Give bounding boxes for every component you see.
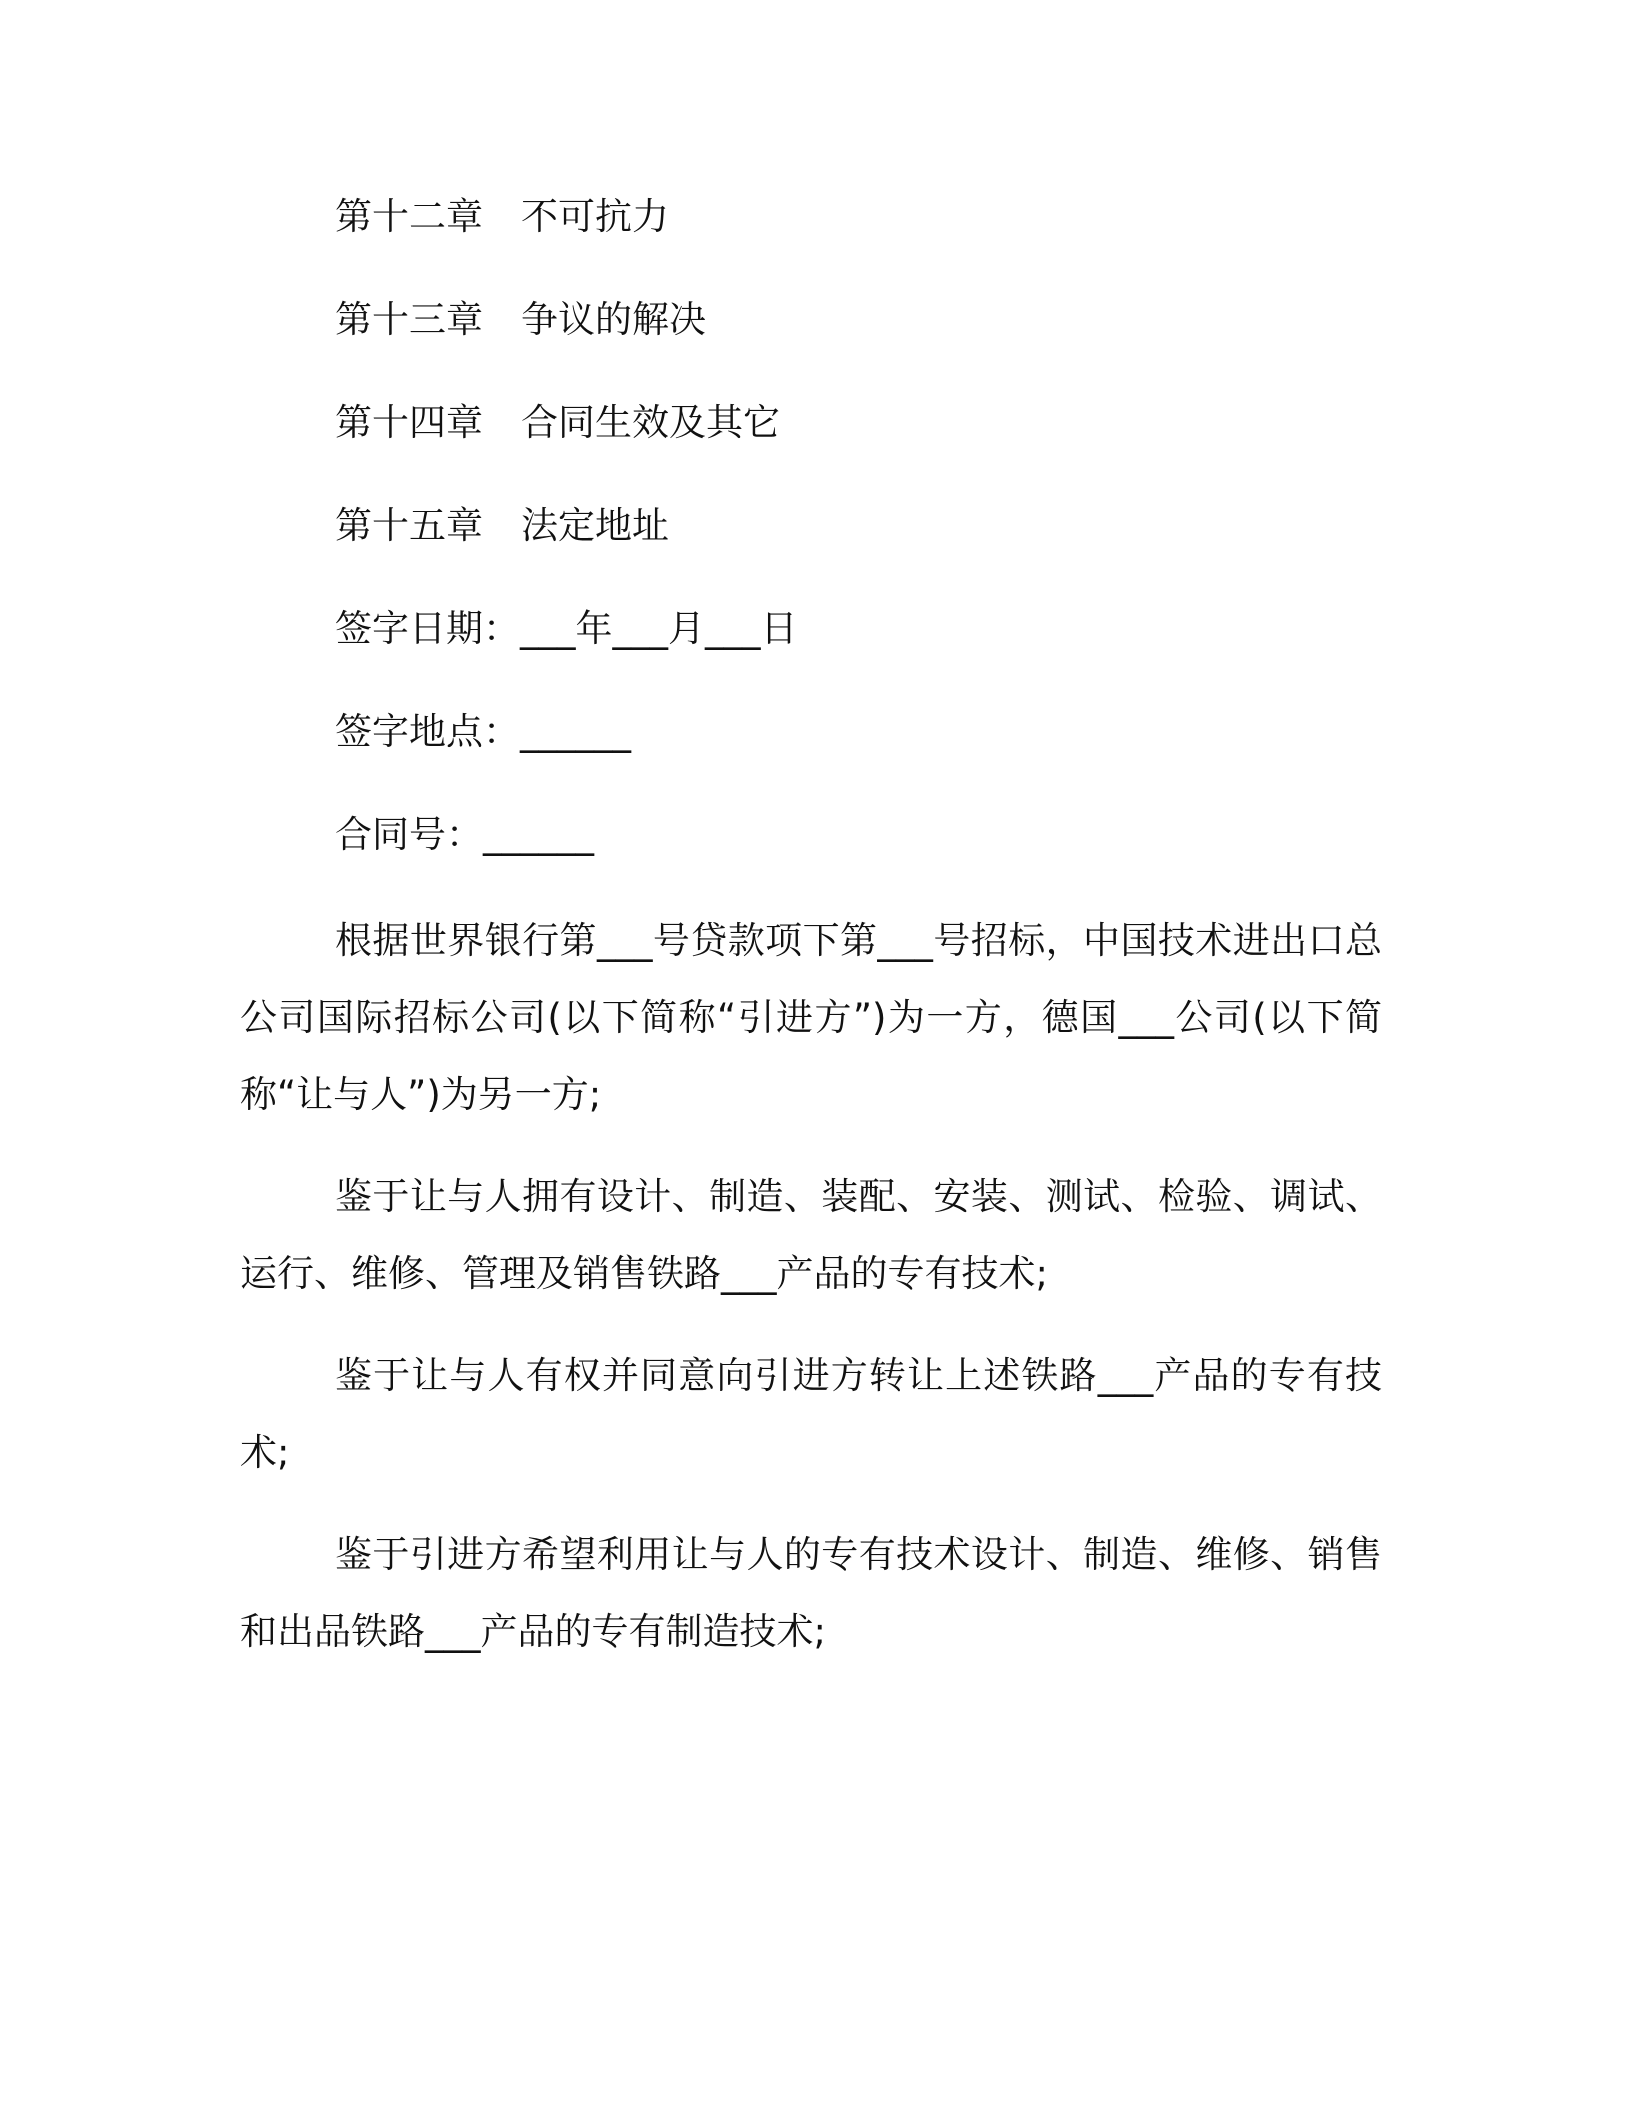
paragraph-whereas-3: 鉴于引进方希望利用让与人的专有技术设计、制造、维修、销售和出品铁路___产品的专有制造技术; [240,1533,1382,1653]
chapter-number: 第十二章 [335,195,483,238]
chapter-13 [335,298,706,341]
chapter-title: 不可抗力 [521,195,669,238]
contract-number-line: 合同号：______ [335,813,594,856]
chapter-14 [335,401,780,444]
chapter-title: 法定地址 [521,504,669,547]
signing-date-line: 签字日期：___年___月___日 [335,607,798,650]
chapter-15 [335,504,669,547]
chapter-title: 合同生效及其它 [521,401,780,444]
paragraph-whereas-1: 鉴于让与人拥有设计、制造、装配、安装、测试、检验、调试、运行、维修、管理及销售铁路___产品的专有技术; [240,1175,1382,1295]
chapter-number: 第十五章 [335,504,483,547]
chapter-number: 第十三章 [335,298,483,341]
chapter-title: 争议的解决 [521,298,706,341]
chapter-number: 第十四章 [335,401,483,444]
signing-place-line: 签字地点：______ [335,710,631,753]
paragraph-parties: 根据世界银行第___号贷款项下第___号招标，中国技术进出口总公司国际招标公司(以下简称“引进方”)为一方，德国___公司(以下简称“让与人”)为另一方; [240,919,1382,1116]
paragraph-whereas-2: 鉴于让与人有权并同意向引进方转让上述铁路___产品的专有技术; [240,1354,1382,1474]
chapter-12 [335,195,669,238]
